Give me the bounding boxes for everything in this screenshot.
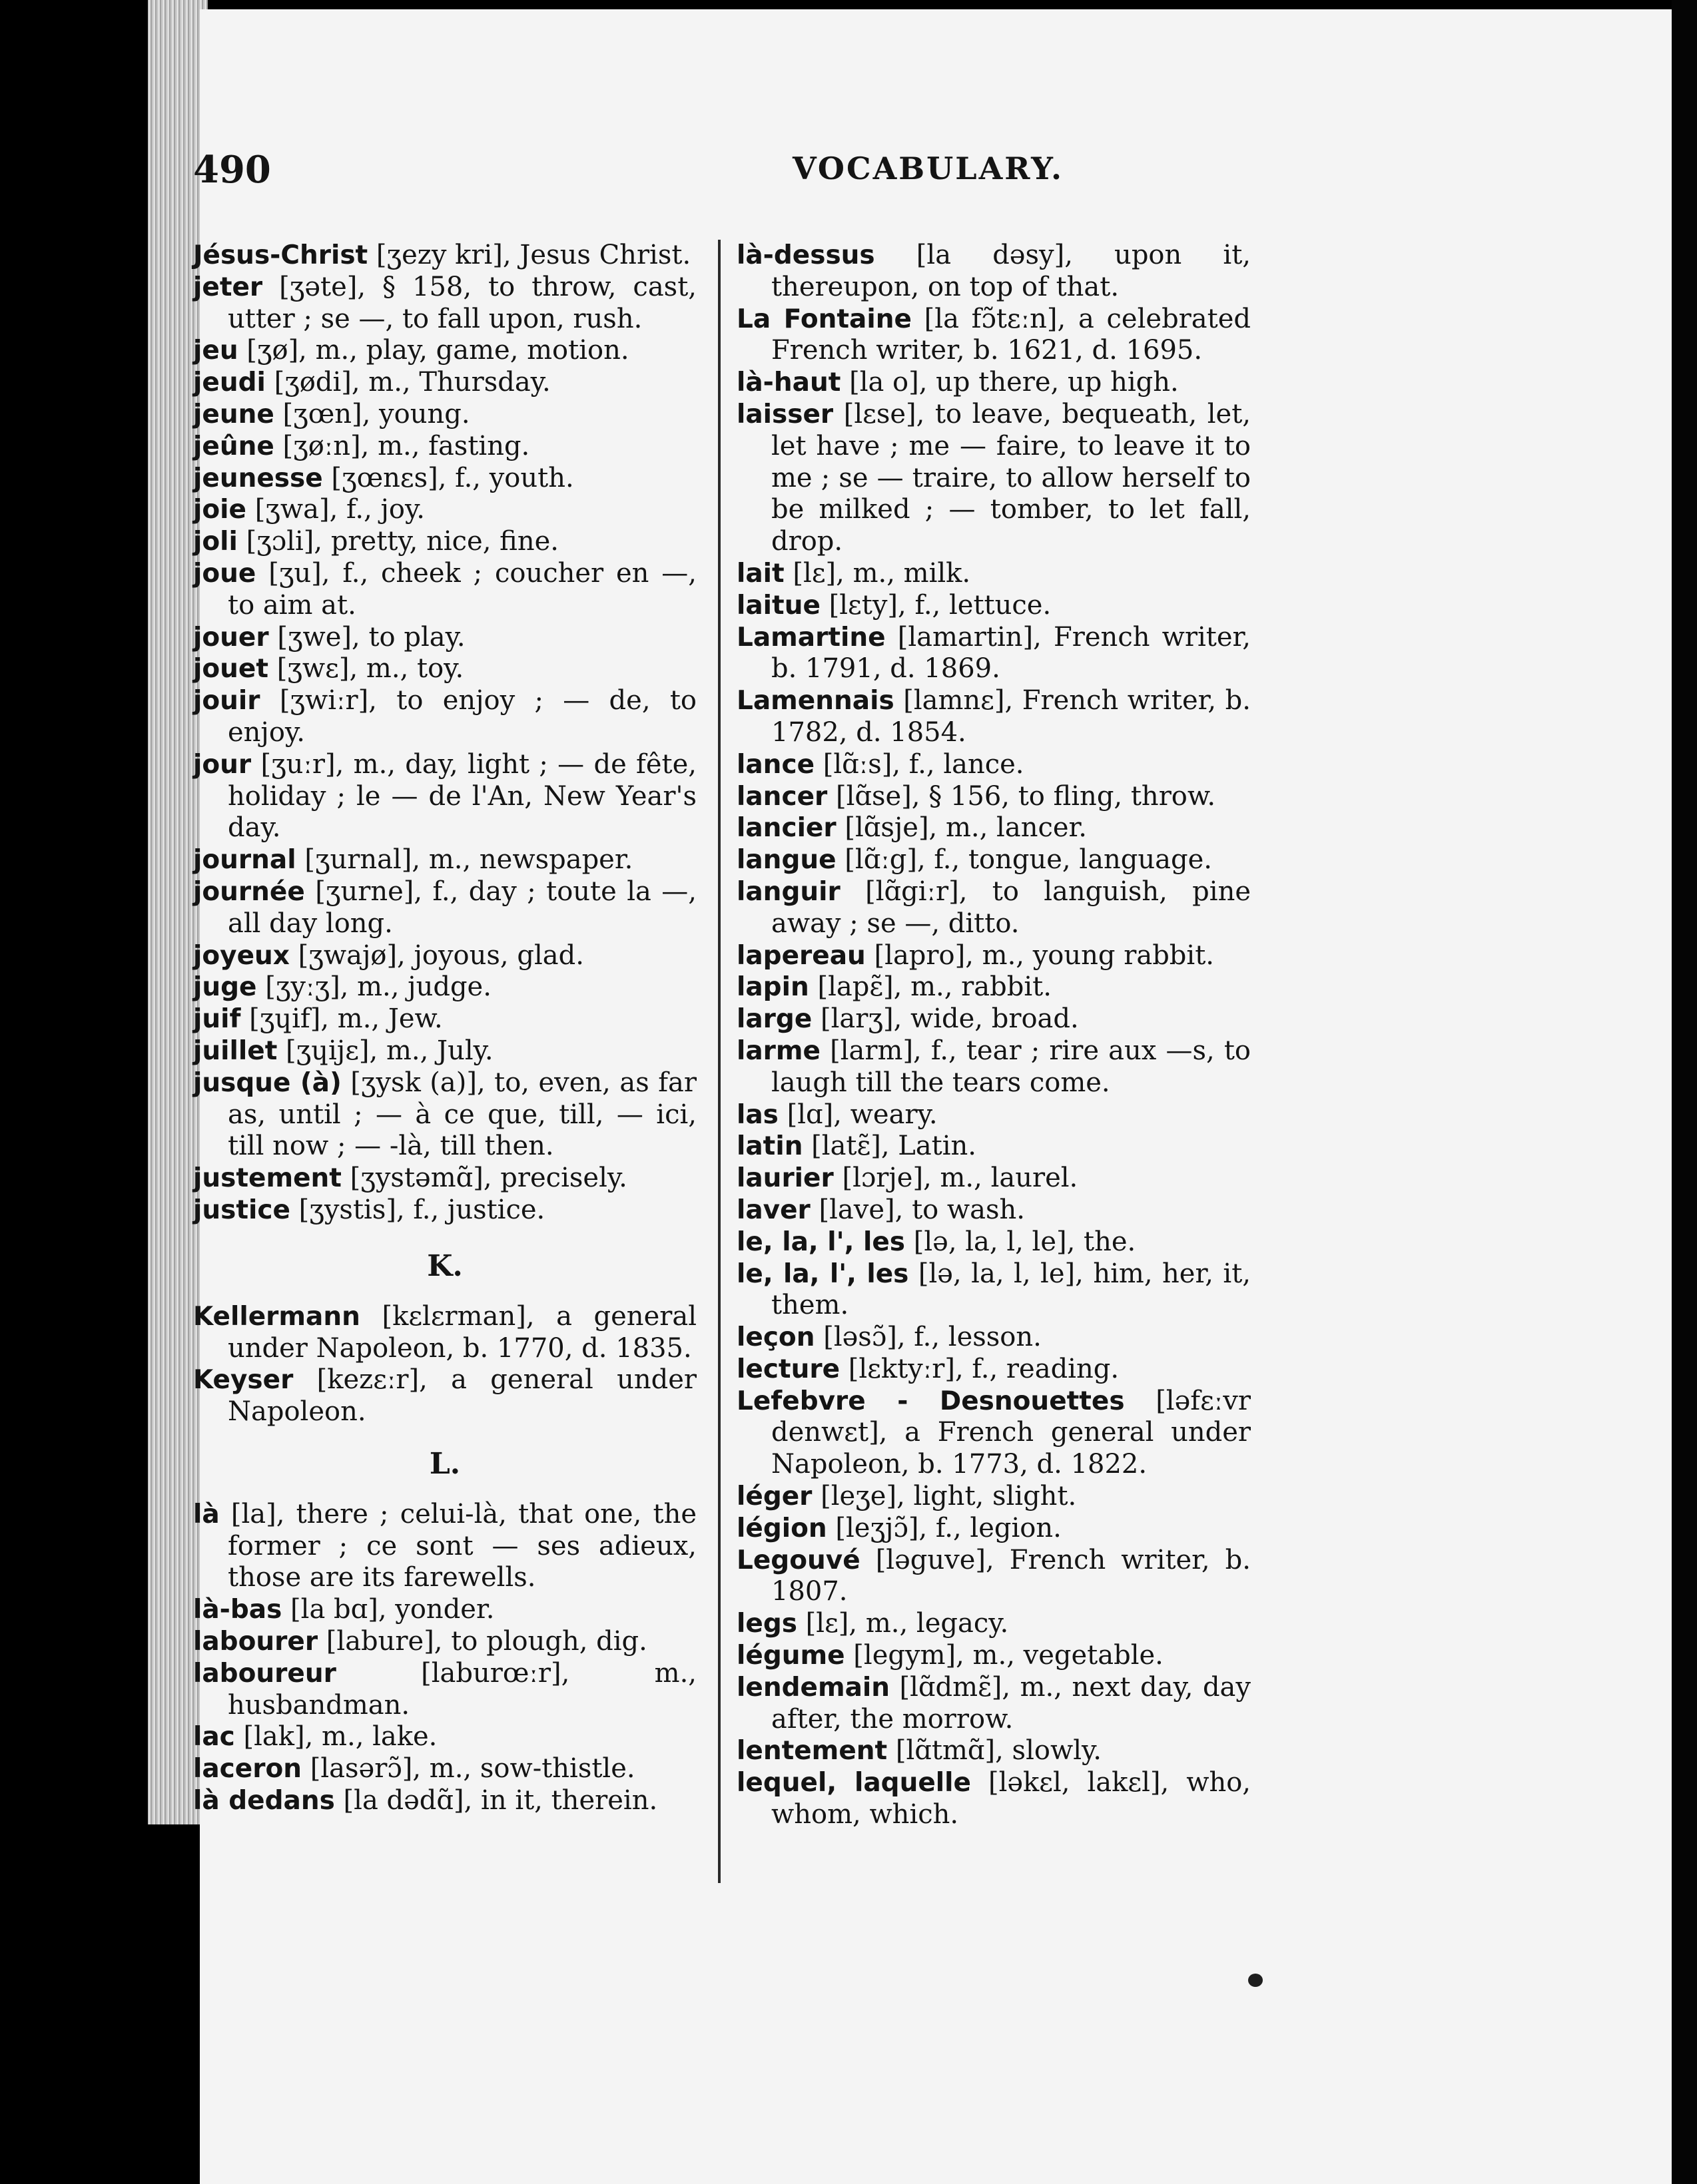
entry-definition: [lɑ̃dmɛ̃], m., next day, day after, the morrow. (771, 1671, 1251, 1735)
entry-definition: [ʒystəmɑ̃], precisely. (341, 1163, 627, 1194)
entry-definition: [ʒø], m., play, game, motion. (238, 335, 629, 366)
dictionary-entry (193, 749, 697, 844)
entry-definition: [lɛty], f., lettuce. (820, 589, 1052, 621)
entry-definition: [kezɛːr], a general under Napoleon. (228, 1364, 697, 1428)
entry-headword: juge (193, 972, 257, 1003)
entry-headword: larme (737, 1035, 821, 1066)
entry-definition: [lɛktyːr], f., reading. (840, 1353, 1120, 1384)
entry-definition: [leʒe], light, slight. (812, 1481, 1077, 1512)
entry-headword: le, la, l', les (737, 1258, 909, 1289)
dictionary-entry (737, 1258, 1251, 1322)
entry-definition: [la bɑ], yonder. (282, 1594, 495, 1625)
dictionary-entry (737, 304, 1251, 368)
dictionary-entry (193, 494, 697, 526)
entry-definition: [ʒystis], f., justice. (290, 1194, 545, 1225)
right-column (737, 240, 1251, 1831)
dictionary-entry (737, 1672, 1251, 1736)
entry-headword: joli (193, 527, 238, 557)
dictionary-entry (193, 1753, 697, 1785)
dictionary-entry (193, 240, 697, 272)
entry-headword: légume (737, 1641, 845, 1671)
dictionary-entry (193, 272, 697, 336)
dictionary-entry (193, 558, 697, 622)
entry-headword: jouir (193, 686, 260, 716)
dictionary-entry (737, 876, 1251, 940)
dictionary-entry (737, 1035, 1251, 1099)
dictionary-entry (737, 1099, 1251, 1131)
entry-definition: [la dədɑ̃], in it, therein. (334, 1785, 658, 1816)
dictionary-entry (193, 876, 697, 940)
entry-definition: [laburœːr], m., husbandman. (228, 1657, 697, 1721)
entry-definition: [ʒyːʒ], m., judge. (256, 971, 492, 1003)
entry-headword: jouet (193, 654, 269, 684)
dictionary-entry (193, 1594, 697, 1626)
entry-definition: [lɛse], to leave, bequeath, let, let have ; me — faire, to leave it to me ; se — traire, to allow herself to be milked ; — tomber, to let fall, drop. (771, 398, 1251, 557)
entry-headword: lapin (737, 972, 809, 1003)
dictionary-entry (193, 431, 697, 463)
entry-headword: lac (193, 1722, 235, 1753)
dictionary-entry (193, 940, 697, 972)
entry-definition: [lɑ̃giːr], to languish, pine away ; se —, ditto. (771, 876, 1251, 939)
entry-definition: [leʒjɔ̃], f., legion. (827, 1512, 1062, 1543)
dictionary-entry (193, 1035, 697, 1067)
entry-headword: lancer (737, 781, 828, 812)
dictionary-entry (193, 1163, 697, 1195)
entry-definition: [lɑ̃ːs], f., lance. (815, 748, 1024, 780)
entry-definition: [ʒysk (a)], to, even, as far as, until ; — à ce que, till, — ici, till now ; — -là, till then. (228, 1067, 697, 1162)
entry-definition: [la], there ; celui-là, that one, the former ; ce sont — ses adieux, those are its farewells. (219, 1498, 697, 1593)
entry-definition: [larm], f., tear ; rire aux —s, to laugh till the tears come. (771, 1035, 1251, 1098)
entry-definition: [ʒuːr], m., day, light ; — de fête, holiday ; le — de l'An, New Year's day. (228, 748, 697, 844)
entry-headword: Lamartine (737, 622, 886, 653)
entry-definition: [ʒødi], m., Thursday. (265, 367, 551, 398)
dictionary-entry (737, 367, 1251, 399)
dictionary-entry (737, 1195, 1251, 1227)
dictionary-entry (737, 1513, 1251, 1545)
dictionary-entry (737, 971, 1251, 1003)
dictionary-entry (737, 812, 1251, 844)
entry-headword: joyeux (193, 940, 290, 971)
dictionary-entry (737, 1163, 1251, 1195)
dictionary-entry (737, 558, 1251, 590)
dictionary-entry (737, 844, 1251, 876)
entry-headword: le, la, l', les (737, 1227, 906, 1257)
dictionary-entry (737, 685, 1251, 749)
dictionary-entry (193, 1658, 697, 1722)
entry-headword: Keyser (193, 1365, 294, 1396)
entry-headword: legs (737, 1609, 797, 1639)
entry-headword: là-dessus (737, 240, 875, 270)
entry-definition: [lə, la, l, le], the. (905, 1226, 1136, 1257)
page-number: 490 (193, 148, 271, 192)
entry-headword: lancier (737, 813, 837, 844)
entry-definition: [lamartin], French writer, b. 1791, d. 1869. (771, 621, 1251, 684)
entry-definition: [lamnɛ], French writer, b. 1782, d. 1854. (771, 685, 1251, 748)
entry-definition: [lapɛ̃], m., rabbit. (809, 971, 1052, 1003)
entry-headword: là-bas (193, 1595, 282, 1625)
entry-definition: [ʒɥif], m., Jew. (240, 1003, 443, 1035)
dictionary-entry (193, 1301, 697, 1365)
entry-headword: laceron (193, 1754, 302, 1784)
dictionary-entry (193, 1003, 697, 1035)
entry-headword: Jésus-Christ (193, 240, 368, 270)
dictionary-entry (193, 463, 697, 495)
entry-headword: jusque (à) (193, 1067, 342, 1098)
entry-headword: joue (193, 558, 256, 589)
entry-headword: laisser (737, 399, 834, 429)
dictionary-entry (737, 1608, 1251, 1640)
dictionary-entry (193, 1067, 697, 1163)
dictionary-entry (193, 1626, 697, 1658)
dictionary-entry (193, 1195, 697, 1227)
dictionary-entry (737, 1227, 1251, 1258)
entry-headword: Legouvé (737, 1545, 860, 1575)
entry-definition: [larʒ], wide, broad. (812, 1003, 1079, 1035)
entry-headword: Lefebvre - Desnouettes (737, 1386, 1125, 1416)
entry-definition: [lak], m., lake. (234, 1721, 438, 1753)
dictionary-entry (193, 1364, 697, 1428)
entry-definition: [lɑ̃sje], m., lancer. (836, 812, 1087, 844)
entry-definition: [lɑ̃ːg], f., tongue, language. (836, 844, 1212, 876)
section-heading-k: K. (427, 1248, 463, 1283)
entry-definition: [lave], to wash. (810, 1194, 1026, 1225)
dictionary-entry (737, 1322, 1251, 1354)
entry-definition: [labure], to plough, dig. (318, 1626, 647, 1657)
entry-headword: là dedans (193, 1786, 335, 1816)
dictionary-entry (737, 781, 1251, 813)
entry-definition: [ʒwiːr], to enjoy ; — de, to enjoy. (228, 685, 697, 748)
entry-definition: [lɔrje], m., laurel. (833, 1163, 1078, 1194)
entry-headword: latin (737, 1131, 803, 1162)
left-column (193, 240, 697, 1817)
dictionary-entry (737, 940, 1251, 972)
dictionary-entry (193, 367, 697, 399)
entry-headword: joie (193, 495, 246, 525)
entry-headword: laurier (737, 1163, 834, 1194)
entry-definition: [la dəsy], upon it, thereupon, on top of that. (771, 240, 1251, 302)
dictionary-entry (737, 622, 1251, 686)
entry-definition: [ləsɔ̃], f., lesson. (815, 1322, 1042, 1353)
entry-headword: lendemain (737, 1672, 890, 1703)
entry-definition: [ʒəte], § 158, to throw, cast, utter ; se —, to fall upon, rush. (228, 271, 697, 334)
entry-definition: [lasərɔ̃], m., sow-thistle. (302, 1753, 635, 1784)
dictionary-entry (193, 1785, 697, 1817)
entry-definition: [legym], m., vegetable. (845, 1640, 1164, 1671)
dictionary-entry (193, 526, 697, 558)
entry-headword: leçon (737, 1322, 815, 1353)
entry-headword: jeter (193, 272, 263, 302)
entry-headword: Kellermann (193, 1301, 360, 1332)
entry-definition: [ʒwe], to play. (268, 621, 466, 653)
entry-definition: [ʒwa], f., joy. (246, 494, 426, 525)
entry-headword: languir (737, 876, 841, 907)
entry-definition: [lɑ̃tmɑ̃], slowly. (887, 1735, 1102, 1767)
running-head: VOCABULARY. (793, 150, 1064, 186)
entry-definition: [ʒezy kri], Jesus Christ. (368, 240, 691, 270)
entry-headword: journal (193, 845, 296, 876)
dictionary-entry (193, 622, 697, 654)
entry-headword: jour (193, 749, 252, 780)
entry-definition: [lapro], m., young rabbit. (865, 940, 1214, 971)
entry-headword: jeune (193, 399, 274, 429)
dictionary-entry (737, 1003, 1251, 1035)
dictionary-entry (737, 1767, 1251, 1831)
dictionary-entry (737, 749, 1251, 781)
entry-headword: léger (737, 1482, 813, 1512)
dictionary-entry (737, 1354, 1251, 1386)
entry-headword: Lamennais (737, 686, 894, 716)
dictionary-entry (193, 1499, 697, 1594)
entry-headword: juillet (193, 1035, 278, 1066)
section-heading-l: L. (429, 1446, 461, 1481)
entry-definition: [ləfɛːvr denwɛt], a French general under Napoleon, b. 1773, d. 1822. (771, 1385, 1251, 1480)
entry-headword: large (737, 1004, 813, 1035)
entry-headword: La Fontaine (737, 304, 912, 334)
entry-definition: [ʒœnɛs], f., youth. (322, 462, 574, 493)
entry-headword: lecture (737, 1354, 841, 1384)
entry-definition: [ʒøːn], m., fasting. (274, 430, 530, 461)
entry-headword: là-haut (737, 368, 841, 398)
dictionary-entry (737, 1640, 1251, 1672)
entry-headword: justement (193, 1163, 342, 1194)
column-divider (718, 240, 721, 1883)
entry-headword: laitue (737, 590, 821, 621)
dictionary-entry (737, 1481, 1251, 1513)
entry-headword: lequel, laquelle (737, 1768, 971, 1798)
dictionary-entry (737, 1131, 1251, 1163)
dictionary-entry (193, 1721, 697, 1753)
dictionary-entry (737, 1545, 1251, 1609)
entry-headword: jeunesse (193, 463, 323, 493)
entry-definition: [ʒwɛ], m., toy. (268, 653, 464, 684)
entry-headword: labourer (193, 1627, 318, 1657)
entry-definition: [la fɔ̃tɛːn], a celebrated French writer, b. 1621, d. 1695. (771, 303, 1251, 366)
entry-headword: jeudi (193, 368, 266, 398)
entry-headword: juif (193, 1004, 241, 1035)
entry-definition: [lə, la, l, le], him, her, it, them. (771, 1258, 1251, 1321)
dictionary-entry (193, 971, 697, 1003)
entry-definition: [lɛ], m., legacy. (797, 1608, 1009, 1639)
entry-definition: [ʒɔli], pretty, nice, fine. (237, 526, 559, 557)
entry-definition: [ʒu], f., cheek ; coucher en —, to aim at. (228, 557, 697, 621)
entry-headword: lait (737, 558, 785, 589)
dictionary-entry (737, 590, 1251, 622)
dictionary-entry (193, 844, 697, 876)
page-header (193, 148, 1697, 201)
entry-headword: là (193, 1499, 220, 1529)
dictionary-entry (193, 653, 697, 685)
entry-headword: lance (737, 749, 815, 780)
entry-definition: [ʒœn], young. (274, 398, 470, 429)
dictionary-entry (737, 399, 1251, 558)
scan-border (1672, 0, 1697, 2184)
entry-definition: [lɑ], weary. (778, 1099, 938, 1130)
entry-headword: langue (737, 845, 837, 876)
entry-headword: jouer (193, 622, 269, 653)
entry-definition: [lɛ], m., milk. (784, 557, 971, 589)
entry-headword: laboureur (193, 1658, 336, 1689)
entry-headword: justice (193, 1195, 290, 1225)
entry-headword: légion (737, 1513, 827, 1543)
entry-headword: las (737, 1099, 779, 1130)
dictionary-entry (193, 335, 697, 367)
entry-definition: [ʒwajø], joyous, glad. (289, 940, 584, 971)
dictionary-entry (193, 399, 697, 431)
entry-headword: lapereau (737, 940, 866, 971)
entry-headword: jeu (193, 336, 238, 366)
ink-spot (1248, 1974, 1263, 1987)
dictionary-entry (737, 1386, 1251, 1481)
entry-definition: [ʒɥijɛ], m., July. (277, 1035, 494, 1066)
entry-definition: [ʒurne], f., day ; toute la —, all day long. (228, 876, 697, 939)
entry-definition: [kɛlɛrman], a general under Napoleon, b. 1770, d. 1835. (228, 1300, 697, 1364)
entry-headword: lentement (737, 1736, 888, 1767)
entry-definition: [lɑ̃se], § 156, to fling, throw. (827, 780, 1216, 812)
entry-definition: [latɛ̃], Latin. (803, 1131, 977, 1162)
dictionary-entry (737, 240, 1251, 304)
entry-definition: [ləkɛl, lakɛl], who, whom, which. (771, 1767, 1251, 1830)
dictionary-entry (737, 1735, 1251, 1767)
entry-headword: laver (737, 1195, 811, 1225)
entry-definition: [la o], up there, up high. (841, 367, 1179, 398)
entry-headword: jeûne (193, 431, 274, 461)
entry-definition: [ləguve], French writer, b. 1807. (771, 1544, 1251, 1607)
entry-headword: journée (193, 876, 305, 907)
dictionary-entry (193, 685, 697, 749)
entry-definition: [ʒurnal], m., newspaper. (296, 844, 633, 876)
